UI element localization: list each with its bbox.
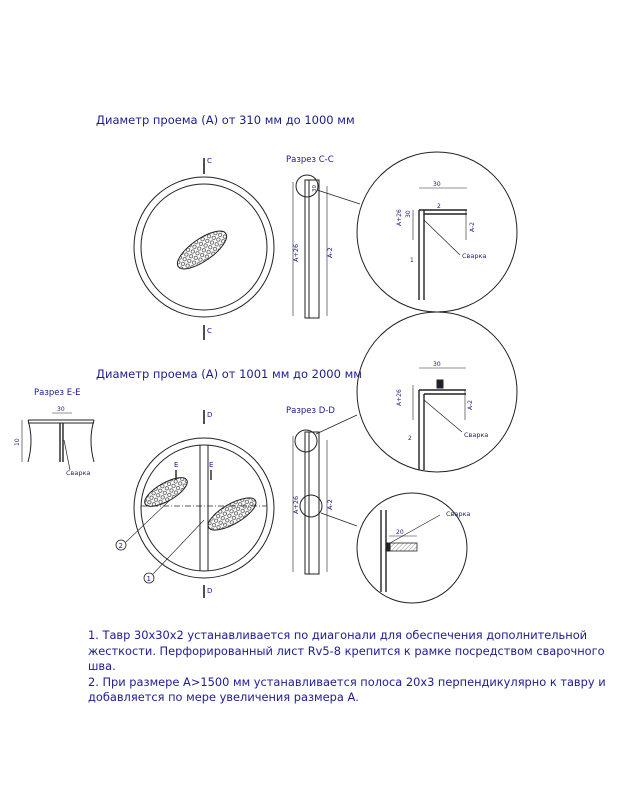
section-mark-e: E: [209, 461, 214, 469]
dim-2: 2: [437, 383, 441, 390]
dim-a-minus-2: A-2: [467, 400, 474, 410]
section-cc-title: Разрез С-С: [286, 155, 334, 165]
callout-2: 2: [118, 542, 123, 550]
detail-circle: [295, 430, 317, 452]
weld-label: Сварка: [66, 469, 91, 477]
frame-section: [305, 432, 319, 574]
dim-1: 1: [410, 257, 414, 264]
section-mark-d: D: [207, 411, 213, 419]
front-view-large: [116, 410, 274, 598]
dim-a26: A+26: [292, 495, 300, 514]
leader-line: [317, 190, 360, 204]
dim-30: 30: [312, 185, 318, 192]
section-mark-c: C: [207, 157, 212, 165]
section-cc-view: [293, 175, 360, 318]
dim-30: 30: [57, 406, 65, 413]
detail-dd-upper: [357, 312, 517, 472]
section-dd-view: [293, 415, 357, 574]
weld-label: Сварка: [462, 252, 487, 260]
dim-a26: A+26: [396, 209, 403, 226]
front-view-small: [134, 158, 274, 340]
dim-10: 10: [14, 438, 21, 446]
dim-30: 30: [405, 210, 412, 218]
strip-20x3: [389, 543, 417, 551]
frame-section: [305, 180, 319, 318]
leader-line: [321, 513, 357, 526]
detail-cc: [357, 152, 517, 312]
detail-circle-large: [357, 312, 517, 472]
perforated-sheet-area: [204, 492, 261, 536]
dim-30: 30: [433, 181, 441, 188]
notes-block: [88, 628, 628, 706]
detail-circle-large: [357, 152, 517, 312]
weld-label: Сварка: [464, 431, 489, 439]
dim-30: 30: [433, 361, 441, 368]
dim-a26: A+26: [396, 389, 403, 406]
dim-2: 2: [408, 435, 412, 442]
perforated-sheet-area: [172, 224, 232, 275]
dim-a-minus-2: A-2: [326, 499, 334, 510]
section-ee-view: [22, 413, 94, 470]
dim-a-minus-2: A-2: [326, 247, 334, 258]
leader-line: [316, 415, 357, 434]
dim-a-minus-2: A-2: [469, 222, 476, 232]
section-mark-e: E: [174, 461, 179, 469]
dim-a26: A+26: [292, 243, 300, 262]
dim-20: 20: [396, 529, 404, 536]
dim-2: 2: [437, 203, 441, 210]
note-1: 1. Тавр 30х30х2 устанавливается по диагонали для обеспечения дополнительной жесткости. Перфорированный лист Rv5-8 крепится к рамке посредством сварочного шва.: [88, 628, 605, 673]
callout-1: 1: [146, 575, 151, 583]
weld-label: Сварка: [446, 510, 471, 518]
heading-range-large: Диаметр проема (А) от 1001 мм до 2000 мм: [96, 367, 362, 381]
note-2: 2. При размере А>1500 мм устанавливается полоса 20х3 перпендикулярно к тавру и добавляется по мере увеличения размера А.: [88, 674, 606, 704]
section-mark-d: D: [207, 587, 213, 595]
section-dd-title: Разрез D-D: [286, 406, 335, 416]
section-mark-c: C: [207, 327, 212, 335]
section-ee-title: Разрез Е-Е: [34, 388, 81, 398]
heading-range-small: Диаметр проема (А) от 310 мм до 1000 мм: [96, 113, 355, 127]
